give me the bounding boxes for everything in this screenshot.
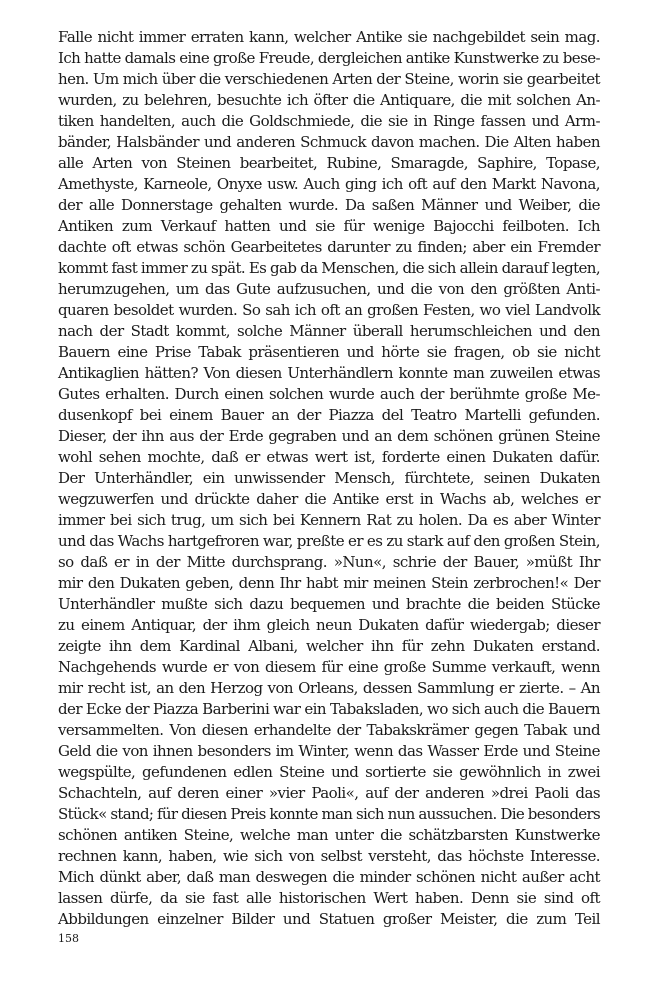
text-line: schönen antiken Steine, welche man unter die schätzbarsten Kunstwerke (58, 826, 600, 844)
text-line: so daß er in der Mitte durchsprang. »Nun«, schrie der Bauer, »müßt Ihr (58, 553, 600, 571)
text-line: mir den Dukaten geben, denn Ihr habt mir meinen Stein zerbrochen!« Der (58, 574, 600, 592)
text-line: zeigte ihn dem Kardinal Albani, welcher ihn für zehn Dukaten erstand. (58, 637, 600, 655)
text-line: Bauern eine Prise Tabak präsentieren und hörte sie fragen, ob sie nicht (58, 343, 600, 361)
text-line: hen. Um mich über die verschiedenen Arten der Steine, worin sie gearbeitet (58, 70, 600, 88)
text-line: der Ecke der Piazza Barberini war ein Tabaksladen, wo sich auch die Bauern (58, 700, 600, 718)
text-line: wegzuwerfen und drückte daher die Antike erst in Wachs ab, welches er (58, 490, 600, 508)
text-line: wohl sehen mochte, daß er etwas wert ist, forderte einen Dukaten dafür. (58, 448, 600, 466)
text-line: Mich dünkt aber, daß man deswegen die minder schönen nicht außer acht (58, 868, 600, 886)
text-line: Dieser, der ihn aus der Erde gegraben und an dem schönen grünen Steine (58, 427, 600, 445)
text-line: der alle Donnerstage gehalten wurde. Da saßen Männer und Weiber, die (58, 196, 600, 214)
text-line: Stück« stand; für diesen Preis konnte man sich nun aussuchen. Die besonders (58, 805, 600, 823)
text-line: quaren besoldet wurden. So sah ich oft an großen Festen, wo viel Landvolk (58, 301, 600, 319)
text-line: Nachgehends wurde er von diesem für eine große Summe verkauft, wenn (58, 658, 600, 676)
text-line: bänder, Halsbänder und anderen Schmuck davon machen. Die Alten haben (58, 133, 600, 151)
text-line: immer bei sich trug, um sich bei Kennern Rat zu holen. Da es aber Winter (58, 511, 600, 529)
text-line: herumzugehen, um das Gute aufzusuchen, und die von den größten Anti- (58, 280, 600, 298)
text-line: alle Arten von Steinen bearbeitet, Rubine, Smaragde, Saphire, Topase, (58, 154, 600, 172)
text-line: Ich hatte damals eine große Freude, dergleichen antike Kunstwerke zu bese- (58, 49, 600, 67)
text-line: mir recht ist, an den Herzog von Orleans, dessen Sammlung er zierte. – An (58, 679, 600, 697)
page-number: 158 (58, 932, 79, 945)
text-line: Antiken zum Verkauf hatten und sie für wenige Bajocchi feilboten. Ich (58, 217, 600, 235)
text-line: nach der Stadt kommt, solche Männer überall herumschleichen und den (58, 322, 600, 340)
text-line: dachte oft etwas schön Gearbeitetes darunter zu finden; aber ein Fremder (58, 238, 600, 256)
text-line: Geld die von ihnen besonders im Winter, wenn das Wasser Erde und Steine (58, 742, 600, 760)
body-text (58, 27, 600, 930)
text-line: Der Unterhändler, ein unwissender Mensch, fürchtete, seinen Dukaten (58, 469, 600, 487)
text-line: und das Wachs hartgefroren war, preßte er es zu stark auf den großen Stein, (58, 532, 600, 550)
text-line: Antikaglien hätten? Von diesen Unterhändlern konnte man zuweilen etwas (58, 364, 600, 382)
text-line: versammelten. Von diesen erhandelte der Tabakskrämer gegen Tabak und (58, 721, 600, 739)
text-line: dusenkopf bei einem Bauer an der Piazza del Teatro Martelli gefunden. (58, 406, 600, 424)
text-line: Abbildungen einzelner Bilder und Statuen großer Meister, die zum Teil (58, 910, 600, 928)
text-line: tiken handelten, auch die Goldschmiede, die sie in Ringe fassen und Arm- (58, 112, 600, 130)
text-line: Amethyste, Karneole, Onyxe usw. Auch ging ich oft auf den Markt Navona, (58, 175, 600, 193)
text-line: rechnen kann, haben, wie sich von selbst versteht, das höchste Interesse. (58, 847, 600, 865)
text-line: zu einem Antiquar, der ihm gleich neun Dukaten dafür wiedergab; dieser (58, 616, 600, 634)
text-line: Falle nicht immer erraten kann, welcher Antike sie nachgebildet sein mag. (58, 28, 600, 46)
text-line: Gutes erhalten. Durch einen solchen wurde auch der berühmte große Me- (58, 385, 600, 403)
text-line: wegspülte, gefundenen edlen Steine und sortierte sie gewöhnlich in zwei (58, 763, 600, 781)
text-line: wurden, zu belehren, besuchte ich öfter die Antiquare, die mit solchen An- (58, 91, 600, 109)
text-line: kommt fast immer zu spät. Es gab da Menschen, die sich allein darauf legten, (58, 259, 600, 277)
text-line: lassen dürfe, da sie fast alle historischen Wert haben. Denn sie sind oft (58, 889, 600, 907)
text-line: Schachteln, auf deren einer »vier Paoli«, auf der anderen »drei Paoli das (58, 784, 600, 802)
text-line: Unterhändler mußte sich dazu bequemen und brachte die beiden Stücke (58, 595, 600, 613)
